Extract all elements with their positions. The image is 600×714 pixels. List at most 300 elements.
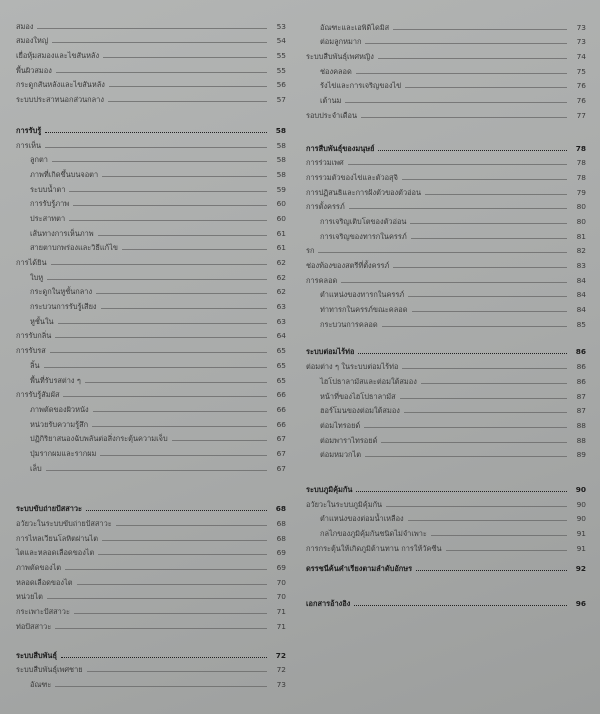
dot-leader xyxy=(172,440,267,441)
dot-leader xyxy=(364,427,567,428)
dot-leader xyxy=(47,598,267,599)
toc-entry[interactable] xyxy=(16,312,286,327)
toc-entry[interactable] xyxy=(306,18,586,33)
toc-entry[interactable] xyxy=(16,283,286,298)
toc-entry[interactable] xyxy=(16,224,286,239)
toc-entry[interactable] xyxy=(16,76,286,91)
dot-leader xyxy=(52,161,267,162)
dot-leader xyxy=(411,238,567,239)
dot-leader xyxy=(100,455,267,456)
toc-entry[interactable] xyxy=(306,402,586,417)
page-number: 73 xyxy=(276,679,286,689)
toc-section xyxy=(306,343,586,461)
toc-entry[interactable] xyxy=(16,529,286,544)
toc-entry[interactable] xyxy=(16,32,286,47)
entry-title: การเจริญของทารกในครรภ์ xyxy=(320,231,407,241)
page-number: 74 xyxy=(576,52,586,62)
dot-leader xyxy=(378,58,567,59)
toc-entry[interactable] xyxy=(16,327,286,342)
entry-title: ตำแหน่งของต่อมน้ำเหลือง xyxy=(320,514,404,524)
toc-entry[interactable] xyxy=(16,602,286,617)
entry-title: กระดูกในหูชั้นกลาง xyxy=(30,287,93,297)
entry-title: รก xyxy=(306,246,315,256)
page-number: 64 xyxy=(276,331,286,341)
dot-leader xyxy=(77,584,267,585)
entry-title: การร่วมเพศ xyxy=(306,158,344,168)
dot-leader xyxy=(410,223,567,224)
dot-leader xyxy=(402,368,567,369)
toc-entry[interactable] xyxy=(16,558,286,573)
toc-section xyxy=(306,18,586,121)
dot-leader xyxy=(358,353,567,354)
entry-title: พื้นที่รับรสต่าง ๆ xyxy=(30,375,81,385)
toc-entry[interactable] xyxy=(16,180,286,195)
toc-entry[interactable] xyxy=(16,514,286,529)
page-number: 58 xyxy=(276,169,286,179)
toc-left-column xyxy=(16,17,286,690)
entry-title: ระบบสืบพันธุ์เพศชาย xyxy=(16,665,83,675)
page-number: 72 xyxy=(275,650,286,660)
section-heading[interactable] xyxy=(16,646,286,661)
entry-title: พื้นผิวสมอง xyxy=(16,65,52,75)
entry-title: กระบวนการรับรู้เสียง xyxy=(30,302,97,312)
entry-title: อัณฑะและเอพิดิไดมิส xyxy=(320,22,390,32)
dot-leader xyxy=(93,411,267,412)
entry-title: การกระตุ้นให้เกิดภูมิต้านทาน การให้วัคซีน xyxy=(306,543,442,553)
entry-title: การรับรู้สัมผัส xyxy=(16,390,60,400)
dot-leader xyxy=(402,179,567,180)
page-number: 67 xyxy=(276,463,286,473)
toc-entry[interactable] xyxy=(306,495,586,510)
dot-leader xyxy=(431,535,567,536)
dot-leader xyxy=(73,205,267,206)
entry-title: รังไข่และการเจริญของไข่ xyxy=(320,81,402,91)
entry-title: ต่อมไทรอยด์ xyxy=(320,420,361,430)
dot-leader xyxy=(63,396,267,397)
entry-title: อวัยวะในระบบขับถ่ายปัสสาวะ xyxy=(16,519,112,528)
page-number: 56 xyxy=(276,80,286,90)
page-number: 65 xyxy=(276,360,286,370)
entry-title: กระดูกสันหลังและไขสันหลัง xyxy=(16,80,105,90)
dot-leader xyxy=(102,540,267,541)
toc-entry[interactable] xyxy=(306,357,586,372)
section-heading[interactable] xyxy=(306,480,586,495)
dot-leader xyxy=(45,147,267,148)
page-number: 88 xyxy=(576,420,586,430)
entry-title: หลอดเลือดของไต xyxy=(16,577,73,587)
dot-leader xyxy=(85,382,267,383)
entry-title: ระบบภูมิคุ้มกัน xyxy=(306,484,353,494)
toc-entry[interactable] xyxy=(16,268,286,283)
entry-title: ประสาทตา xyxy=(30,213,66,223)
page-number: 67 xyxy=(276,448,286,458)
entry-title: เยื่อหุ้มสมองและไขสันหลัง xyxy=(16,51,100,61)
entry-title: การรับรส xyxy=(16,346,46,356)
toc-entry[interactable] xyxy=(16,356,286,371)
page-number: 60 xyxy=(276,213,286,223)
entry-title: การไหลเวียนโลหิตผ่านไต xyxy=(16,533,98,543)
page-number: 73 xyxy=(576,37,586,47)
page-number: 81 xyxy=(576,231,586,241)
toc-section xyxy=(16,17,286,105)
dot-leader xyxy=(61,657,267,658)
dot-leader xyxy=(446,550,567,551)
toc-entry[interactable] xyxy=(16,297,286,312)
toc-entry[interactable] xyxy=(16,46,286,61)
dot-leader xyxy=(65,569,267,570)
entry-title: กระเพาะปัสสาวะ xyxy=(16,607,70,617)
entry-title: ต่อมพาราไทรอยด์ xyxy=(320,435,378,445)
entry-title: สายตาบกพร่องและวิธีแก้ไข xyxy=(30,243,118,253)
entry-title: การรับรู้ภาพ xyxy=(30,199,70,209)
dot-leader xyxy=(381,442,567,443)
dot-leader xyxy=(386,506,567,507)
section-heading[interactable] xyxy=(306,139,586,154)
page-number: 68 xyxy=(275,504,286,514)
dot-leader xyxy=(393,267,567,268)
page-number: 80 xyxy=(576,202,586,212)
dot-leader xyxy=(55,686,267,687)
page-number: 90 xyxy=(576,499,586,509)
page-number: 84 xyxy=(576,305,586,315)
section-heading[interactable] xyxy=(306,594,586,609)
page-number: 68 xyxy=(276,533,286,543)
toc-section xyxy=(16,121,286,474)
toc-entry[interactable] xyxy=(306,212,586,227)
toc-section xyxy=(306,480,586,553)
dot-leader xyxy=(421,383,567,384)
entry-title: ระบบน้ำตา xyxy=(30,184,66,194)
entry-title: กลไกของภูมิคุ้มกันชนิดไม่จำเพาะ xyxy=(320,529,427,538)
dot-leader xyxy=(378,150,567,151)
page-number: 90 xyxy=(575,484,586,494)
entry-title: ท่าทารกในครรภ์ขณะคลอด xyxy=(320,305,408,315)
dot-leader xyxy=(37,28,267,29)
dot-leader xyxy=(341,282,567,283)
page-number: 79 xyxy=(576,187,586,197)
dot-leader xyxy=(50,352,267,353)
entry-title: ลูกตา xyxy=(30,155,48,165)
toc-entry[interactable] xyxy=(16,239,286,254)
toc-section xyxy=(306,139,586,330)
toc-entry[interactable] xyxy=(306,154,586,169)
dot-leader xyxy=(86,510,267,511)
dot-leader xyxy=(101,308,267,309)
page-number: 73 xyxy=(576,22,586,32)
entry-title: ระบบขับถ่ายปัสสาวะ xyxy=(16,504,83,514)
toc-entry[interactable] xyxy=(306,91,586,106)
entry-title: สมองใหญ่ xyxy=(16,36,49,46)
page-number: 70 xyxy=(276,577,286,587)
dot-leader xyxy=(56,72,267,73)
page-number: 87 xyxy=(576,406,586,416)
page-number: 55 xyxy=(276,51,286,61)
dot-leader xyxy=(393,29,567,30)
entry-title: ระบบสืบพันธุ์ xyxy=(16,650,57,660)
dot-leader xyxy=(45,132,267,133)
entry-title: สมอง xyxy=(16,21,34,31)
toc-entry[interactable] xyxy=(306,315,586,330)
entry-title: การเจริญเติบโตของตัวอ่อน xyxy=(320,216,407,226)
page-number: 82 xyxy=(576,246,586,256)
page-number: 78 xyxy=(576,158,586,168)
toc-entry[interactable] xyxy=(16,444,286,459)
entry-title: ปุ่มรากผมและรากผม xyxy=(30,448,97,458)
page-number: 62 xyxy=(276,287,286,297)
toc-section xyxy=(16,646,286,690)
dot-leader xyxy=(69,220,267,221)
entry-title: ฮอร์โมนของต่อมใต้สมอง xyxy=(320,406,400,416)
entry-title: การเห็น xyxy=(16,140,42,150)
entry-title: การปฏิสนธิและการฝังตัวของตัวอ่อน xyxy=(306,187,422,197)
dot-leader xyxy=(122,249,267,250)
toc-entry[interactable] xyxy=(306,271,586,286)
page-number: 65 xyxy=(276,346,286,356)
toc-entry[interactable] xyxy=(306,431,586,446)
toc-entry[interactable] xyxy=(16,151,286,166)
entry-title: เต้านม xyxy=(320,96,342,106)
toc-entry[interactable] xyxy=(16,209,286,224)
page-number: 92 xyxy=(575,564,586,574)
page-number: 83 xyxy=(576,261,586,270)
toc-entry[interactable] xyxy=(16,400,286,415)
entry-title: หน่วยรับความรู้สึก xyxy=(30,419,89,429)
page-number: 86 xyxy=(575,347,586,357)
page-number: 60 xyxy=(276,199,286,209)
entry-title: เอกสารอ้างอิง xyxy=(306,599,351,609)
dot-leader xyxy=(102,176,267,177)
entry-title: การสืบพันธุ์ของมนุษย์ xyxy=(306,143,375,153)
page-number: 91 xyxy=(576,529,586,538)
toc-entry[interactable] xyxy=(16,415,286,430)
page-number: 65 xyxy=(276,375,286,385)
toc-entry[interactable] xyxy=(306,387,586,402)
page-number: 55 xyxy=(276,65,286,75)
page-number: 62 xyxy=(276,258,286,267)
dot-leader xyxy=(365,43,567,44)
toc-entry[interactable] xyxy=(16,588,286,603)
page-number: 70 xyxy=(276,592,286,602)
entry-title: ตำแหน่งของทารกในครรภ์ xyxy=(320,290,405,300)
toc-entry[interactable] xyxy=(306,227,586,242)
page-number: 66 xyxy=(276,419,286,429)
entry-title: ต่อมต่าง ๆ ในระบบต่อมไร้ท่อ xyxy=(306,362,399,372)
toc-entry[interactable] xyxy=(16,136,286,151)
section-heading[interactable] xyxy=(16,121,286,136)
dot-leader xyxy=(98,235,267,236)
entry-title: ไฮโปธาลามัสและต่อมใต้สมอง xyxy=(320,376,417,386)
dot-leader xyxy=(52,42,267,43)
dot-leader xyxy=(356,73,567,74)
page-number: 72 xyxy=(276,665,286,675)
page-number: 71 xyxy=(276,607,286,617)
dot-leader xyxy=(55,628,267,629)
dot-leader xyxy=(87,671,267,672)
dot-leader xyxy=(44,367,267,368)
toc-entry[interactable] xyxy=(16,430,286,445)
entry-title: รอบประจำเดือน xyxy=(306,110,358,120)
toc-entry[interactable] xyxy=(306,510,586,525)
page-number: 76 xyxy=(576,81,586,91)
dot-leader xyxy=(425,194,567,195)
page-number: 69 xyxy=(276,548,286,558)
toc-entry[interactable] xyxy=(16,341,286,356)
page-number: 66 xyxy=(276,390,286,400)
toc-entry[interactable] xyxy=(306,256,586,271)
toc-entry[interactable] xyxy=(306,286,586,301)
toc-section xyxy=(306,560,586,575)
entry-title: ใบหู xyxy=(30,272,44,282)
dot-leader xyxy=(382,326,567,327)
toc-entry[interactable] xyxy=(16,661,286,676)
toc-entry[interactable] xyxy=(16,675,286,690)
entry-title: ลิ้น xyxy=(30,360,40,370)
dot-leader xyxy=(318,252,567,253)
dot-leader xyxy=(98,554,267,555)
dot-leader xyxy=(361,117,567,118)
dot-leader xyxy=(345,102,567,103)
entry-title: ปฏิกิริยาสนองฉับพลันต่อสิ่งกระตุ้นความเจ็บ xyxy=(30,434,168,444)
page-number: 59 xyxy=(276,184,286,194)
toc-section xyxy=(16,500,286,632)
dot-leader xyxy=(51,264,268,265)
entry-title: ช่องคลอด xyxy=(320,66,352,76)
page-number: 68 xyxy=(276,519,286,528)
dot-leader xyxy=(108,101,267,102)
page-number: 62 xyxy=(276,272,286,282)
entry-title: เล็บ xyxy=(30,463,42,473)
dot-leader xyxy=(47,279,267,280)
toc-entry[interactable] xyxy=(306,77,586,92)
page-number: 58 xyxy=(276,140,286,150)
dot-leader xyxy=(365,456,567,457)
section-heading[interactable] xyxy=(306,560,586,575)
page-number: 71 xyxy=(276,621,286,631)
toc-right-column xyxy=(306,18,586,609)
page-number: 91 xyxy=(576,543,586,553)
toc-entry[interactable] xyxy=(16,371,286,386)
dot-leader xyxy=(92,426,267,427)
toc-entry[interactable] xyxy=(16,386,286,401)
page-number: 58 xyxy=(276,155,286,165)
entry-title: อัณฑะ xyxy=(30,679,52,689)
dot-leader xyxy=(46,470,267,471)
toc-entry[interactable] xyxy=(16,90,286,105)
toc-section xyxy=(306,594,586,609)
toc-entry[interactable] xyxy=(16,253,286,268)
toc-entry[interactable] xyxy=(306,198,586,213)
entry-title: หูชั้นใน xyxy=(30,316,54,326)
page-number: 69 xyxy=(276,563,286,573)
dot-leader xyxy=(348,164,567,165)
toc-entry[interactable] xyxy=(306,33,586,48)
toc-entry[interactable] xyxy=(306,416,586,431)
entry-title: หน้าที่ของไฮโปธาลามัส xyxy=(320,391,396,401)
toc-entry[interactable] xyxy=(306,242,586,257)
entry-title: อวัยวะในระบบภูมิคุ้มกัน xyxy=(306,499,383,509)
page-number: 80 xyxy=(576,216,586,226)
page-number: 84 xyxy=(576,290,586,300)
page-number: 57 xyxy=(276,95,286,105)
entry-title: กระบวนการคลอด xyxy=(320,319,378,329)
dot-leader xyxy=(96,293,267,294)
toc-entry[interactable] xyxy=(16,573,286,588)
dot-leader xyxy=(74,613,267,614)
toc-entry[interactable] xyxy=(16,17,286,32)
entry-title: ดรรชนีค้นคำเรียงตามลำดับอักษร xyxy=(306,564,413,574)
entry-title: เส้นทางการเห็นภาพ xyxy=(30,228,94,238)
toc-entry[interactable] xyxy=(306,62,586,77)
toc-entry[interactable] xyxy=(306,524,586,539)
toc-entry[interactable] xyxy=(306,47,586,62)
toc-entry[interactable] xyxy=(16,195,286,210)
entry-title: ระบบสืบพันธุ์เพศหญิง xyxy=(306,52,374,62)
toc-entry[interactable] xyxy=(306,300,586,315)
toc-entry[interactable] xyxy=(16,165,286,180)
page-number: 61 xyxy=(276,243,286,253)
page-number: 75 xyxy=(576,66,586,76)
toc-entry[interactable] xyxy=(306,372,586,387)
entry-title: ต่อมลูกหมาก xyxy=(320,37,362,47)
toc-entry[interactable] xyxy=(16,61,286,76)
toc-entry[interactable] xyxy=(16,544,286,559)
dot-leader xyxy=(109,86,267,87)
entry-title: ต่อมหมวกไต xyxy=(320,450,361,460)
dot-leader xyxy=(55,337,267,338)
toc-entry[interactable] xyxy=(306,183,586,198)
entry-title: การรวมตัวของไข่และตัวอสุจิ xyxy=(306,172,398,182)
page-number: 61 xyxy=(276,228,286,238)
page-number: 78 xyxy=(575,143,586,153)
section-heading[interactable] xyxy=(306,343,586,358)
page-number: 54 xyxy=(276,36,286,46)
dot-leader xyxy=(408,296,567,297)
toc-entry[interactable] xyxy=(16,617,286,632)
page-number: 78 xyxy=(576,172,586,182)
toc-entry[interactable] xyxy=(306,106,586,121)
entry-title: การคลอด xyxy=(306,275,338,285)
entry-title: ช่องท้องของสตรีที่ตั้งครรภ์ xyxy=(306,261,390,270)
page-number: 96 xyxy=(575,599,586,609)
entry-title: ภาพที่เกิดขึ้นบนจอตา xyxy=(30,169,99,179)
page-number: 89 xyxy=(576,450,586,460)
toc-entry[interactable] xyxy=(16,459,286,474)
page-number: 63 xyxy=(276,316,286,326)
dot-leader xyxy=(412,311,568,312)
section-heading[interactable] xyxy=(16,500,286,515)
dot-leader xyxy=(58,323,267,324)
entry-title: การได้ยิน xyxy=(16,258,47,267)
page-number: 86 xyxy=(576,376,586,386)
entry-title: การตั้งครรภ์ xyxy=(306,202,345,212)
dot-leader xyxy=(69,191,267,192)
entry-title: หน่วยไต xyxy=(16,592,43,602)
toc-entry[interactable] xyxy=(306,168,586,183)
dot-leader xyxy=(116,525,267,526)
page-number: 77 xyxy=(576,110,586,120)
page-number: 67 xyxy=(276,434,286,444)
entry-title: ภาพตัดของไต xyxy=(16,563,62,573)
entry-title: ท่อปัสสาวะ xyxy=(16,621,52,631)
page-number: 76 xyxy=(576,96,586,106)
page-number: 66 xyxy=(276,404,286,414)
dot-leader xyxy=(356,491,567,492)
page-number: 90 xyxy=(576,514,586,524)
toc-entry[interactable] xyxy=(306,539,586,554)
entry-title: ระบบประสาทนอกส่วนกลาง xyxy=(16,95,104,105)
dot-leader xyxy=(416,570,567,571)
toc-entry[interactable] xyxy=(306,446,586,461)
